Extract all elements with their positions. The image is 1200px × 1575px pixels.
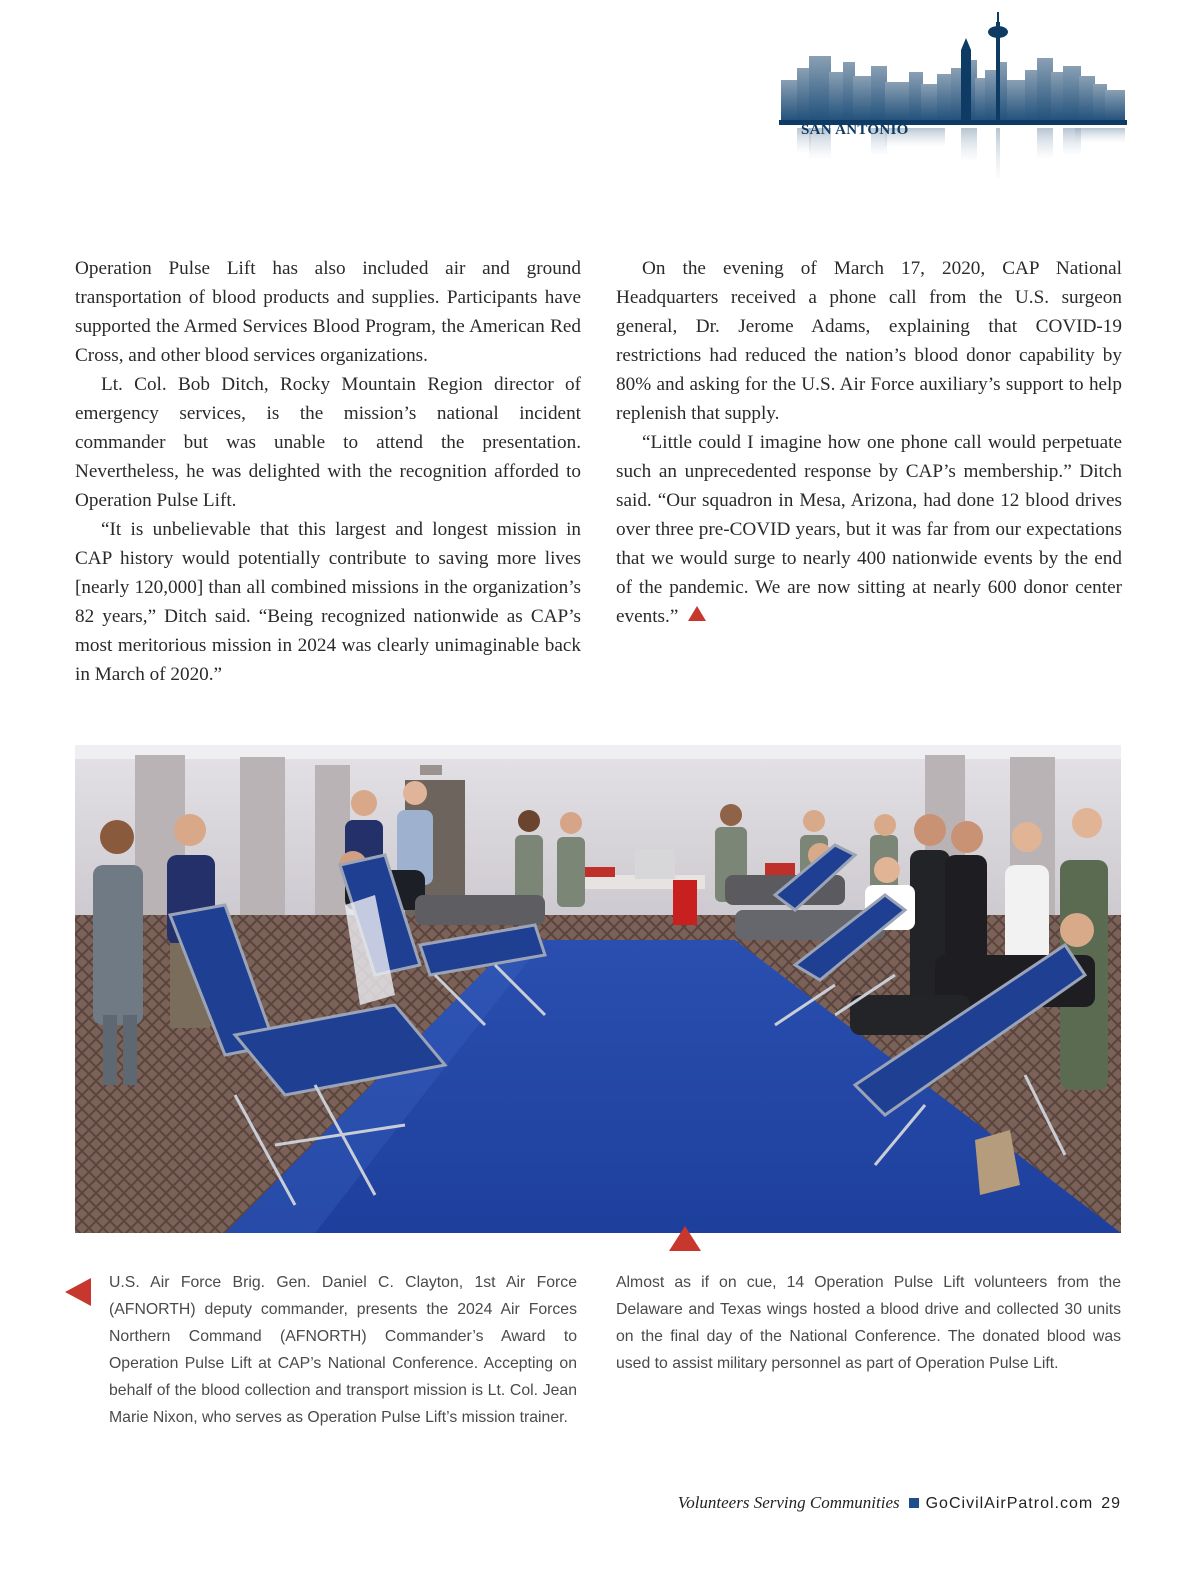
san-antonio-logo xyxy=(775,10,1130,185)
photo-caption-right: Almost as if on cue, 14 Operation Pulse Lift volunteers from the Delaware and Texas wings hosted a blood drive and collected 30 units on the final day of the National Conference. The donated blood was used to assist military personnel as part of Operation Pulse Lift. xyxy=(616,1274,1121,1372)
caption-pointer-left-icon xyxy=(65,1278,91,1306)
blood-drive-photo xyxy=(75,745,1121,1233)
article-paragraph: Operation Pulse Lift has also included air and ground transportation of blood products and supplies. Participants have supported the Armed Services Blood Program, the American Red Cross, and other blood services organizations. xyxy=(75,258,581,366)
footer-tagline: Volunteers Serving Communities xyxy=(677,1493,900,1512)
footer-square-icon xyxy=(909,1498,919,1508)
page-number: 29 xyxy=(1101,1495,1121,1512)
article-column-left xyxy=(75,254,581,689)
article-paragraph-text: “Little could I imagine how one phone call would perpetuate such an unprecedented response by CAP’s membership.” Ditch said. “Our squadron in Mesa, Arizona, had done 12 blood drives over three pre-COVID years, but it was far from our expectations that we would surge to nearly 400 nationwide events by the end of the pandemic. We are now sitting at nearly 600 donor center events.” xyxy=(616,432,1122,627)
san-antonio-skyline-icon xyxy=(775,10,1130,185)
article-paragraph-last xyxy=(616,428,1122,631)
page-footer xyxy=(678,1493,1121,1513)
logo-city-label: SAN ANTONIO xyxy=(801,122,909,138)
end-of-article-icon xyxy=(688,606,706,621)
article-paragraph: On the evening of March 17, 2020, CAP National Headquarters received a phone call from the U.S. surgeon general, Dr. Jerome Adams, explaining that COVID-19 restrictions had reduced the nation’s blood donor capability by 80% and asking for the U.S. Air Force auxiliary’s support to help replenish that supply. xyxy=(616,258,1122,424)
article-paragraph: “It is unbelievable that this largest and longest mission in CAP history would potentially contribute to saving more lives [nearly 120,000] than all combined missions in the organization’s 82 years,” Ditch said. “Being recognized nationwide as CAP’s most meritorious mission in 2024 was clearly unimaginable back in March of 2020.” xyxy=(75,519,581,685)
article-paragraph: Lt. Col. Bob Ditch, Rocky Mountain Region director of emergency services, is the mission’s national incident commander but was unable to attend the presentation. Nevertheless, he was delighted with the recognition afforded to Operation Pulse Lift. xyxy=(75,374,581,511)
photo-caption-left: U.S. Air Force Brig. Gen. Daniel C. Clayton, 1st Air Force (AFNORTH) deputy commander, presents the 2024 Air Forces Northern Command (AFNORTH) Commander’s Award to Operation Pulse Lift at CAP’s National Conference. Accepting on behalf of the blood collection and transport mission is Lt. Col. Jean Marie Nixon, who serves as Operation Pulse Lift’s mission trainer. xyxy=(109,1274,577,1426)
footer-website: GoCivilAirPatrol.com xyxy=(925,1495,1094,1512)
photo-caption-pointer-up-icon xyxy=(669,1226,701,1251)
article-column-right xyxy=(616,254,1122,631)
